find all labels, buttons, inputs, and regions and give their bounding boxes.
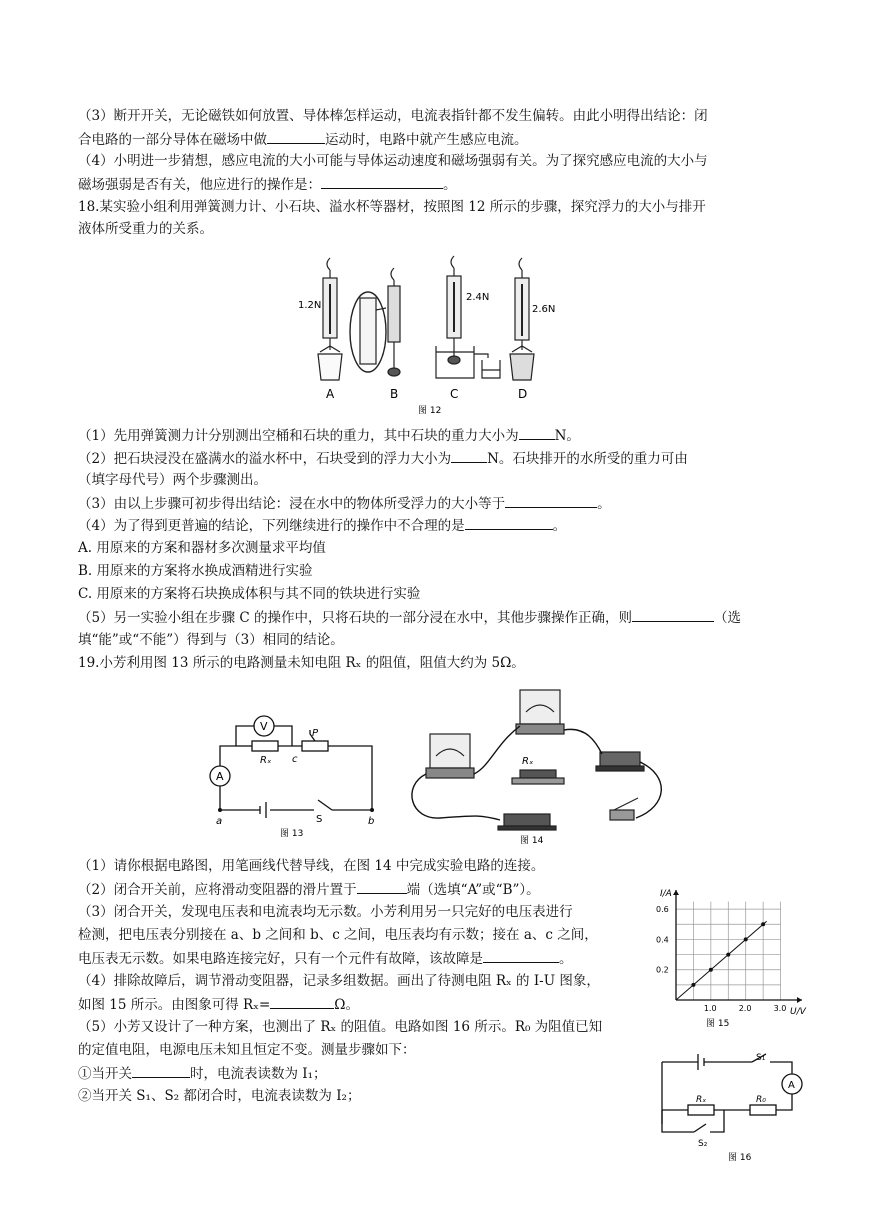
y-tick-label: 0.6 <box>656 905 669 915</box>
q19-q4-line1: （4）排除故障后，调节滑动变阻器，记录多组数据。画出了待测电阻 Rₓ 的 I-U 图象， <box>78 973 600 989</box>
q18-q4 <box>78 515 566 536</box>
text: （选 <box>714 610 741 626</box>
text: 。 <box>559 951 573 967</box>
text: 磁场强弱是否有关，他应进行的操作是： <box>78 177 321 193</box>
label-b: B <box>390 387 399 401</box>
q18-option-b[interactable]: B. 用原来的方案将水换成酒精进行实验 <box>78 563 313 579</box>
answer-blank[interactable] <box>519 425 555 440</box>
data-point <box>709 968 713 972</box>
r0-label: R₀ <box>756 1095 766 1105</box>
answer-blank[interactable] <box>451 448 487 463</box>
q18-q5-line2: 填“能”或“不能”）得到与（3）相同的结论。 <box>78 632 344 648</box>
fig16-caption: 图 16 <box>728 1153 752 1163</box>
q19-q3-line2: 检测，把电压表分别接在 a、b 之间和 b、c 之间，电压表均有示数；接在 a、c 之间， <box>78 927 598 943</box>
text: N。 <box>554 428 580 444</box>
q19-step1 <box>78 1063 327 1084</box>
label-d: D <box>518 387 528 401</box>
answer-blank[interactable] <box>483 948 559 963</box>
x-tick-label: 2.0 <box>738 1004 752 1013</box>
y-axis-arrow <box>673 890 679 895</box>
data-point <box>691 983 695 987</box>
text: （2）把石块浸没在盛满水的溢水杯中，石块受到的浮力大小为 <box>78 451 452 467</box>
point-a: a <box>216 816 223 827</box>
point-c: c <box>292 754 298 765</box>
q18-option-c[interactable]: C. 用原来的方案将石块换成体积与其不同的铁块进行实验 <box>78 586 421 602</box>
voltmeter-label: V <box>260 720 268 733</box>
x-tick-label: 3.0 <box>773 1004 787 1013</box>
text: 。 <box>443 177 457 193</box>
ammeter-label: A <box>788 1080 795 1091</box>
label-c: C <box>450 387 459 401</box>
fig13-caption: 图 13 <box>280 829 304 839</box>
q18-q2-line1 <box>78 448 688 469</box>
answer-blank[interactable] <box>267 129 325 144</box>
text: ①当开关 <box>78 1066 132 1082</box>
q18-q2-line2: （填字母代号）两个步骤测出。 <box>78 472 267 488</box>
x-tick-label: 1.0 <box>703 1004 717 1013</box>
text: N。石块排开的水所受的重力可由 <box>487 451 688 467</box>
figure-15-chart <box>654 882 814 1030</box>
figure-16 <box>652 1050 832 1165</box>
text: （4）为了得到更普遍的结论，下列继续进行的操作中不合理的是 <box>78 518 465 534</box>
q19-step2: ②当开关 S₁、S₂ 都闭合时，电流表读数为 I₂； <box>78 1088 361 1104</box>
figure-13 <box>200 706 385 841</box>
figure-12 <box>290 250 580 418</box>
q19-q5-line1: （5）小芳又设计了一种方案，也测出了 Rₓ 的阻值。电路如图 16 所示。R₀ 为阻值已知 <box>78 1019 603 1035</box>
x-axis-label: U/V <box>790 1007 806 1017</box>
answer-blank[interactable] <box>505 493 597 508</box>
s2-label: S₂ <box>698 1139 708 1149</box>
q17-p4-line2 <box>78 174 457 195</box>
answer-blank[interactable] <box>632 607 714 622</box>
q19-q2 <box>78 879 540 900</box>
text: 。 <box>552 518 567 534</box>
text: （1）先用弹簧测力计分别测出空桶和石块的重力，其中石块的重力大小为 <box>78 428 519 444</box>
slider-label: P <box>312 728 319 739</box>
text: Ω。 <box>334 997 359 1013</box>
data-point <box>761 922 765 926</box>
text: 如图 15 所示。由图象可得 Rₓ= <box>78 997 271 1013</box>
fig14-caption: 图 14 <box>520 836 544 846</box>
q19-intro: 19.小芳利用图 13 所示的电路测量未知电阻 Rₓ 的阻值，阻值大约为 5Ω。 <box>78 655 525 671</box>
rx-label: Rₓ <box>260 755 272 766</box>
rx-label: Rₓ <box>696 1095 707 1105</box>
q18-q5-line1 <box>78 607 741 628</box>
y-tick-label: 0.2 <box>656 965 669 975</box>
text: 端（选填“A”或“B”）。 <box>406 882 540 898</box>
q17-p3-line2 <box>78 129 528 150</box>
rx-label: Rₓ <box>522 756 534 767</box>
reading-a: 1.2N <box>298 300 322 311</box>
q18-option-a[interactable]: A. 用原来的方案和器材多次测量求平均值 <box>78 540 326 556</box>
text: （3）由以上步骤可初步得出结论：浸在水中的物体所受浮力的大小等于 <box>78 496 506 512</box>
y-axis-label: I/A <box>660 889 672 899</box>
answer-blank[interactable] <box>132 1063 190 1078</box>
ammeter-label: A <box>216 770 224 783</box>
q17-p4-line1: （4）小明进一步猜想，感应电流的大小可能与导体运动速度和磁场强弱有关。为了探究感应电流的大小与 <box>78 153 708 169</box>
fig15-caption: 图 15 <box>706 1019 730 1029</box>
reading-d: 2.6N <box>532 304 556 315</box>
answer-blank[interactable] <box>270 994 334 1009</box>
text: 时，电流表读数为 I₁； <box>190 1066 327 1082</box>
q19-q4-line2 <box>78 994 359 1015</box>
q19-q3-line1: （3）闭合开关，发现电压表和电流表均无示数。小芳利用另一只完好的电压表进行 <box>78 904 573 920</box>
text: 电压表无示数。如果电路连接完好，只有一个元件有故障，该故障是 <box>78 951 483 967</box>
q18-intro-line2: 液体所受重力的关系。 <box>78 221 213 237</box>
label-a: A <box>326 387 335 401</box>
text: 运动时，电路中就产生感应电流。 <box>325 132 528 148</box>
text: 。 <box>597 496 611 512</box>
series-line <box>676 921 767 1000</box>
q19-q1: （1）请你根据电路图，用笔画线代替导线，在图 14 中完成实验电路的连接。 <box>78 858 545 874</box>
reading-c: 2.4N <box>466 292 490 303</box>
data-point <box>744 937 748 941</box>
text: （2）闭合开关前，应将滑动变阻器的滑片置于 <box>78 882 357 898</box>
answer-blank[interactable] <box>357 879 407 894</box>
q18-intro-line1: 18.某实验小组利用弹簧测力计、小石块、溢水杯等器材，按照图 12 所示的步骤，探究浮力的大小与排开 <box>78 199 706 215</box>
text: （5）另一实验小组在步骤 C 的操作中，只将石块的一部分浸在水中，其他步骤操作正确，则 <box>78 610 632 626</box>
text: 合电路的一部分导体在磁场中做 <box>78 132 267 148</box>
answer-blank[interactable] <box>465 515 553 530</box>
switch-label: S <box>316 814 323 825</box>
point-b: b <box>368 816 375 827</box>
s1-label: S₁ <box>756 1053 766 1063</box>
q19-q3-line3 <box>78 948 573 969</box>
q19-q5-line2: 的定值电阻，电源电压未知且恒定不变。测量步骤如下： <box>78 1042 416 1058</box>
x-axis-arrow <box>797 997 802 1003</box>
y-tick-label: 0.4 <box>656 935 669 945</box>
q18-q3 <box>78 493 611 514</box>
figure-14 <box>400 686 675 846</box>
data-point <box>726 953 730 957</box>
fig12-caption: 图 12 <box>418 406 442 416</box>
q18-q1 <box>78 425 580 446</box>
answer-blank[interactable] <box>321 174 443 189</box>
q17-p3-line1: （3）断开开关，无论磁铁如何放置、导体棒怎样运动，电流表指针都不发生偏转。由此小明得出结论：闭 <box>78 108 708 124</box>
